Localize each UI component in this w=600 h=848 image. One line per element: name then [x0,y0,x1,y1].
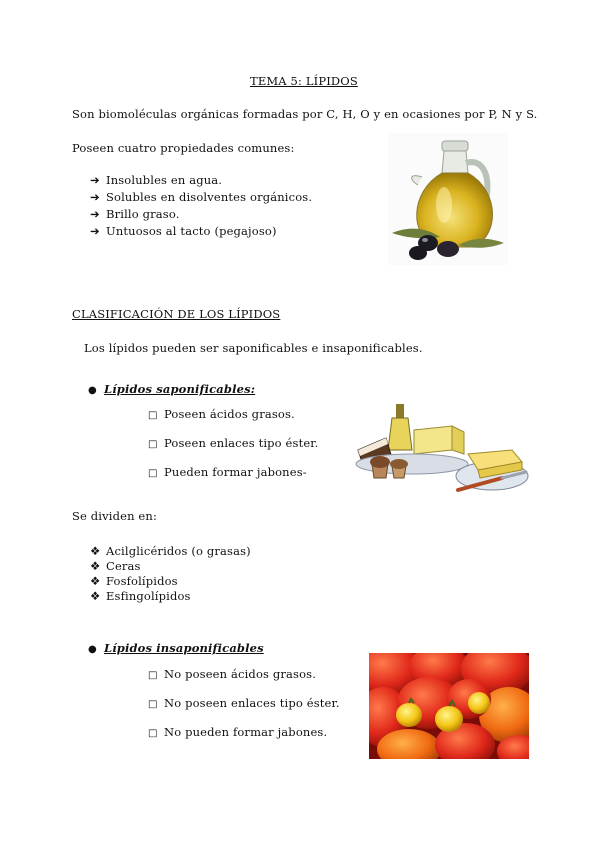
list-item: □ Pueden formar jabones- [148,465,307,479]
list-item: □ No pueden formar jabones. [148,725,328,739]
checkbox-bullet-icon: □ [148,468,158,479]
arrow-icon: ➔ [90,190,100,204]
list-item: ❖ Ceras [90,559,141,573]
list-item: □ Poseen ácidos grasos. [148,407,295,421]
diamond-icon: ❖ [90,544,101,558]
bullet-icon: ● [88,644,97,655]
list-item: □ Poseen enlaces tipo éster. [148,436,319,450]
divide-intro: Se dividen en: [72,509,157,523]
saponifiables-heading: ● Lípidos saponificables: [88,382,256,396]
arrow-icon: ➔ [90,224,100,238]
page-title: TEMA 5: LÍPIDOS [250,74,358,88]
list-item: ➔ Brillo graso. [90,207,180,221]
checkbox-bullet-icon: □ [148,410,158,421]
diamond-icon: ❖ [90,559,101,573]
intro-text: Son biomoléculas orgánicas formadas por C, H, O y en ocasiones por P, N y S. [72,107,538,121]
checkbox-bullet-icon: □ [148,728,158,739]
olive-oil-jar-image [388,133,508,265]
list-item: ❖ Fosfolípidos [90,574,178,588]
tomatoes-image [369,653,529,759]
diamond-icon: ❖ [90,574,101,588]
list-item: ❖ Acilglicéridos (o grasas) [90,544,251,558]
checkbox-bullet-icon: □ [148,699,158,710]
list-item: ➔ Solubles en disolventes orgánicos. [90,190,313,204]
list-item: □ No poseen enlaces tipo éster. [148,696,340,710]
list-item: □ No poseen ácidos grasos. [148,667,317,681]
classification-intro: Los lípidos pueden ser saponificables e insaponificables. [84,341,423,355]
diamond-icon: ❖ [90,589,101,603]
checkbox-bullet-icon: □ [148,670,158,681]
insaponifiables-heading: ● Lípidos insaponificables [88,641,264,655]
properties-intro: Poseen cuatro propiedades comunes: [72,141,295,155]
classification-heading: CLASIFICACIÓN DE LOS LÍPIDOS [72,307,281,321]
list-item: ➔ Insolubles en agua. [90,173,223,187]
arrow-icon: ➔ [90,207,100,221]
bullet-icon: ● [88,385,97,396]
fats-food-image [352,398,532,498]
arrow-icon: ➔ [90,173,100,187]
list-item: ➔ Untuosos al tacto (pegajoso) [90,224,277,238]
checkbox-bullet-icon: □ [148,439,158,450]
list-item: ❖ Esfingolípidos [90,589,191,603]
